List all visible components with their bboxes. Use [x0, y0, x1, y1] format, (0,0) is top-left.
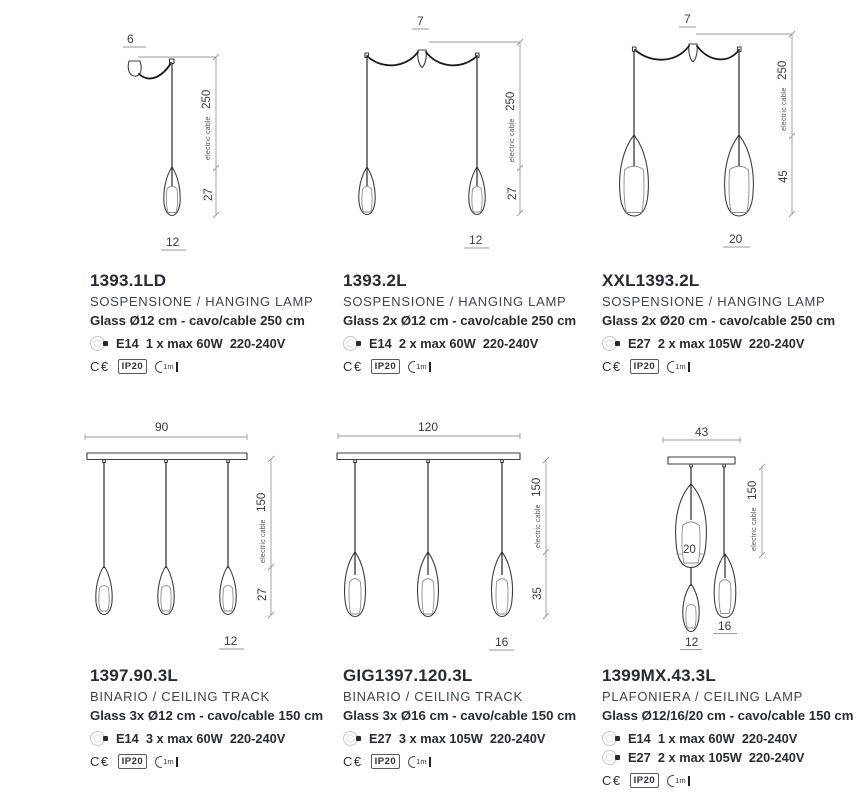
dim-shade-height: 27 — [507, 187, 519, 200]
ip-rating-badge: IP20 — [371, 754, 401, 769]
dim-diameter: 12 — [166, 235, 180, 249]
certification-row — [602, 773, 864, 788]
product-code: GIG1397.120.3L — [343, 666, 473, 685]
dim-shade-height: 27 — [257, 588, 269, 601]
dim-top-width: 90 — [155, 420, 169, 434]
product-info-1393-1ld — [90, 271, 356, 374]
product-type: SOSPENSIONE / HANGING LAMP — [90, 294, 314, 309]
product-type: PLAFONIERA / CEILING LAMP — [602, 689, 803, 704]
bulb-icon — [90, 731, 108, 746]
product-code: 1393.1LD — [90, 271, 167, 290]
bulb-spec: E14 1 x max 60W 220-240V — [628, 730, 798, 746]
product-type: SOSPENSIONE / HANGING LAMP — [602, 294, 826, 309]
bulb-spec: E27 2 x max 105W 220-240V — [628, 749, 805, 765]
bulb-icon — [602, 731, 620, 746]
dim-shade-height: 45 — [778, 170, 790, 183]
bulb-spec-row — [90, 335, 356, 351]
product-info-1397-90-3l — [90, 666, 356, 769]
dim-cable: electric cable 250 — [505, 91, 517, 162]
ip-rating-badge: IP20 — [371, 359, 401, 374]
product-code: XXL1393.2L — [602, 271, 700, 290]
bulb-spec: E14 3 x max 60W 220-240V — [116, 730, 286, 746]
min-distance-value: 1m — [163, 362, 174, 371]
product-code: 1397.90.3L — [90, 666, 179, 685]
bulb-spec-row — [90, 730, 356, 746]
ip-rating-badge: IP20 — [118, 754, 148, 769]
ceiling-canopy — [689, 44, 698, 62]
ce-mark-icon: C€ — [602, 773, 622, 788]
bulb-spec-row — [602, 749, 864, 765]
bulb-spec: E14 1 x max 60W 220-240V — [116, 335, 286, 351]
product-type: SOSPENSIONE / HANGING LAMP — [343, 294, 567, 309]
technical-drawing-1393-1ld — [60, 10, 320, 260]
min-distance-value: 1m — [416, 757, 427, 766]
glass-spec: Glass 3x Ø12 cm - cavo/cable 150 cm — [90, 708, 324, 723]
ce-mark-icon: C€ — [90, 359, 110, 374]
certification-row — [602, 359, 864, 374]
product-code: 1393.2L — [343, 271, 407, 290]
ceiling-track — [337, 453, 520, 460]
bulb-spec: E14 2 x max 60W 220-240V — [369, 335, 539, 351]
glass-spec: Glass Ø12/16/20 cm - cavo/cable 150 cm — [602, 708, 854, 723]
bulb-spec: E27 2 x max 105W 220-240V — [628, 335, 805, 351]
ce-mark-icon: C€ — [343, 754, 363, 769]
min-distance-icon — [408, 361, 431, 373]
glass-spec: Glass 2x Ø12 cm - cavo/cable 250 cm — [343, 313, 577, 328]
min-distance-value: 1m — [675, 776, 686, 785]
ip-rating-badge: IP20 — [630, 773, 660, 788]
dim-cable: electric cable 150 — [531, 477, 543, 548]
ceiling-canopy — [418, 50, 427, 68]
dim-diameter: 20 — [729, 232, 743, 246]
min-distance-value: 1m — [416, 362, 427, 371]
min-distance-value: 1m — [675, 362, 686, 371]
technical-drawing-1399mx-43-3l — [600, 420, 830, 660]
certification-row — [90, 754, 356, 769]
bulb-spec-row — [343, 730, 609, 746]
dim-top-width: 6 — [127, 32, 134, 46]
dim-diameter: 12 — [224, 634, 238, 648]
dim-d20: 20 — [683, 544, 696, 556]
ceiling-track — [87, 453, 247, 460]
min-distance-icon — [667, 361, 690, 373]
certification-row — [343, 754, 609, 769]
bulb-spec-row — [343, 335, 609, 351]
dim-top-width: 7 — [684, 12, 691, 26]
dim-diameter: 16 — [495, 635, 509, 649]
min-distance-icon — [408, 756, 431, 768]
dim-top-width: 7 — [417, 14, 424, 28]
glass-shade — [220, 566, 236, 615]
dim-shade-height: 27 — [203, 188, 215, 201]
bulb-icon — [90, 336, 108, 351]
dim-cable: electric cable 250 — [777, 60, 789, 131]
min-distance-value: 1m — [163, 757, 174, 766]
dim-d12: 12 — [685, 635, 699, 649]
glass-shade — [96, 566, 112, 615]
ip-rating-badge: IP20 — [118, 359, 148, 374]
product-info-1399mx-43-3l — [602, 666, 864, 788]
dim-cable: electric cable 150 — [747, 480, 759, 551]
ceiling-canopy — [668, 457, 735, 464]
glass-shade — [158, 566, 174, 615]
certification-row — [343, 359, 609, 374]
bulb-spec: E27 3 x max 105W 220-240V — [369, 730, 546, 746]
glass-spec: Glass 2x Ø20 cm - cavo/cable 250 cm — [602, 313, 836, 328]
ce-mark-icon: C€ — [90, 754, 110, 769]
technical-drawing-1393-2l — [330, 10, 550, 260]
min-distance-icon — [155, 756, 178, 768]
technical-drawing-xxl1393-2l — [590, 10, 820, 260]
ce-mark-icon: C€ — [343, 359, 363, 374]
product-info-xxl1393-2l — [602, 271, 864, 374]
dim-diameter: 12 — [469, 233, 483, 247]
glass-shade-12 — [683, 584, 699, 632]
glass-spec: Glass 3x Ø16 cm - cavo/cable 150 cm — [343, 708, 577, 723]
product-info-gig1397-120-3l — [343, 666, 609, 769]
product-code: 1399MX.43.3L — [602, 666, 716, 685]
product-type: BINARIO / CEILING TRACK — [343, 689, 523, 704]
min-distance-icon — [667, 775, 690, 787]
technical-drawing-1397-90-3l — [60, 415, 300, 660]
certification-row — [90, 359, 356, 374]
ip-rating-badge: IP20 — [630, 359, 660, 374]
bulb-spec-row — [602, 730, 864, 746]
dim-top-width: 43 — [695, 425, 709, 439]
dim-d16: 16 — [718, 619, 732, 633]
dim-cable: electric cable 150 — [256, 492, 268, 563]
bulb-icon — [602, 336, 620, 351]
product-info-1393-2l — [343, 271, 609, 374]
bulb-icon — [602, 750, 620, 765]
dim-shade-height: 35 — [532, 587, 544, 600]
bulb-icon — [343, 336, 361, 351]
glass-spec: Glass Ø12 cm - cavo/cable 250 cm — [90, 313, 305, 328]
dim-top-width: 120 — [418, 420, 439, 434]
bulb-spec-row — [602, 335, 864, 351]
bulb-icon — [343, 731, 361, 746]
min-distance-icon — [155, 361, 178, 373]
dim-cable: electric cable 250 — [201, 89, 213, 160]
ce-mark-icon: C€ — [602, 359, 622, 374]
technical-drawing-gig1397-120-3l — [330, 415, 570, 660]
product-type: BINARIO / CEILING TRACK — [90, 689, 270, 704]
